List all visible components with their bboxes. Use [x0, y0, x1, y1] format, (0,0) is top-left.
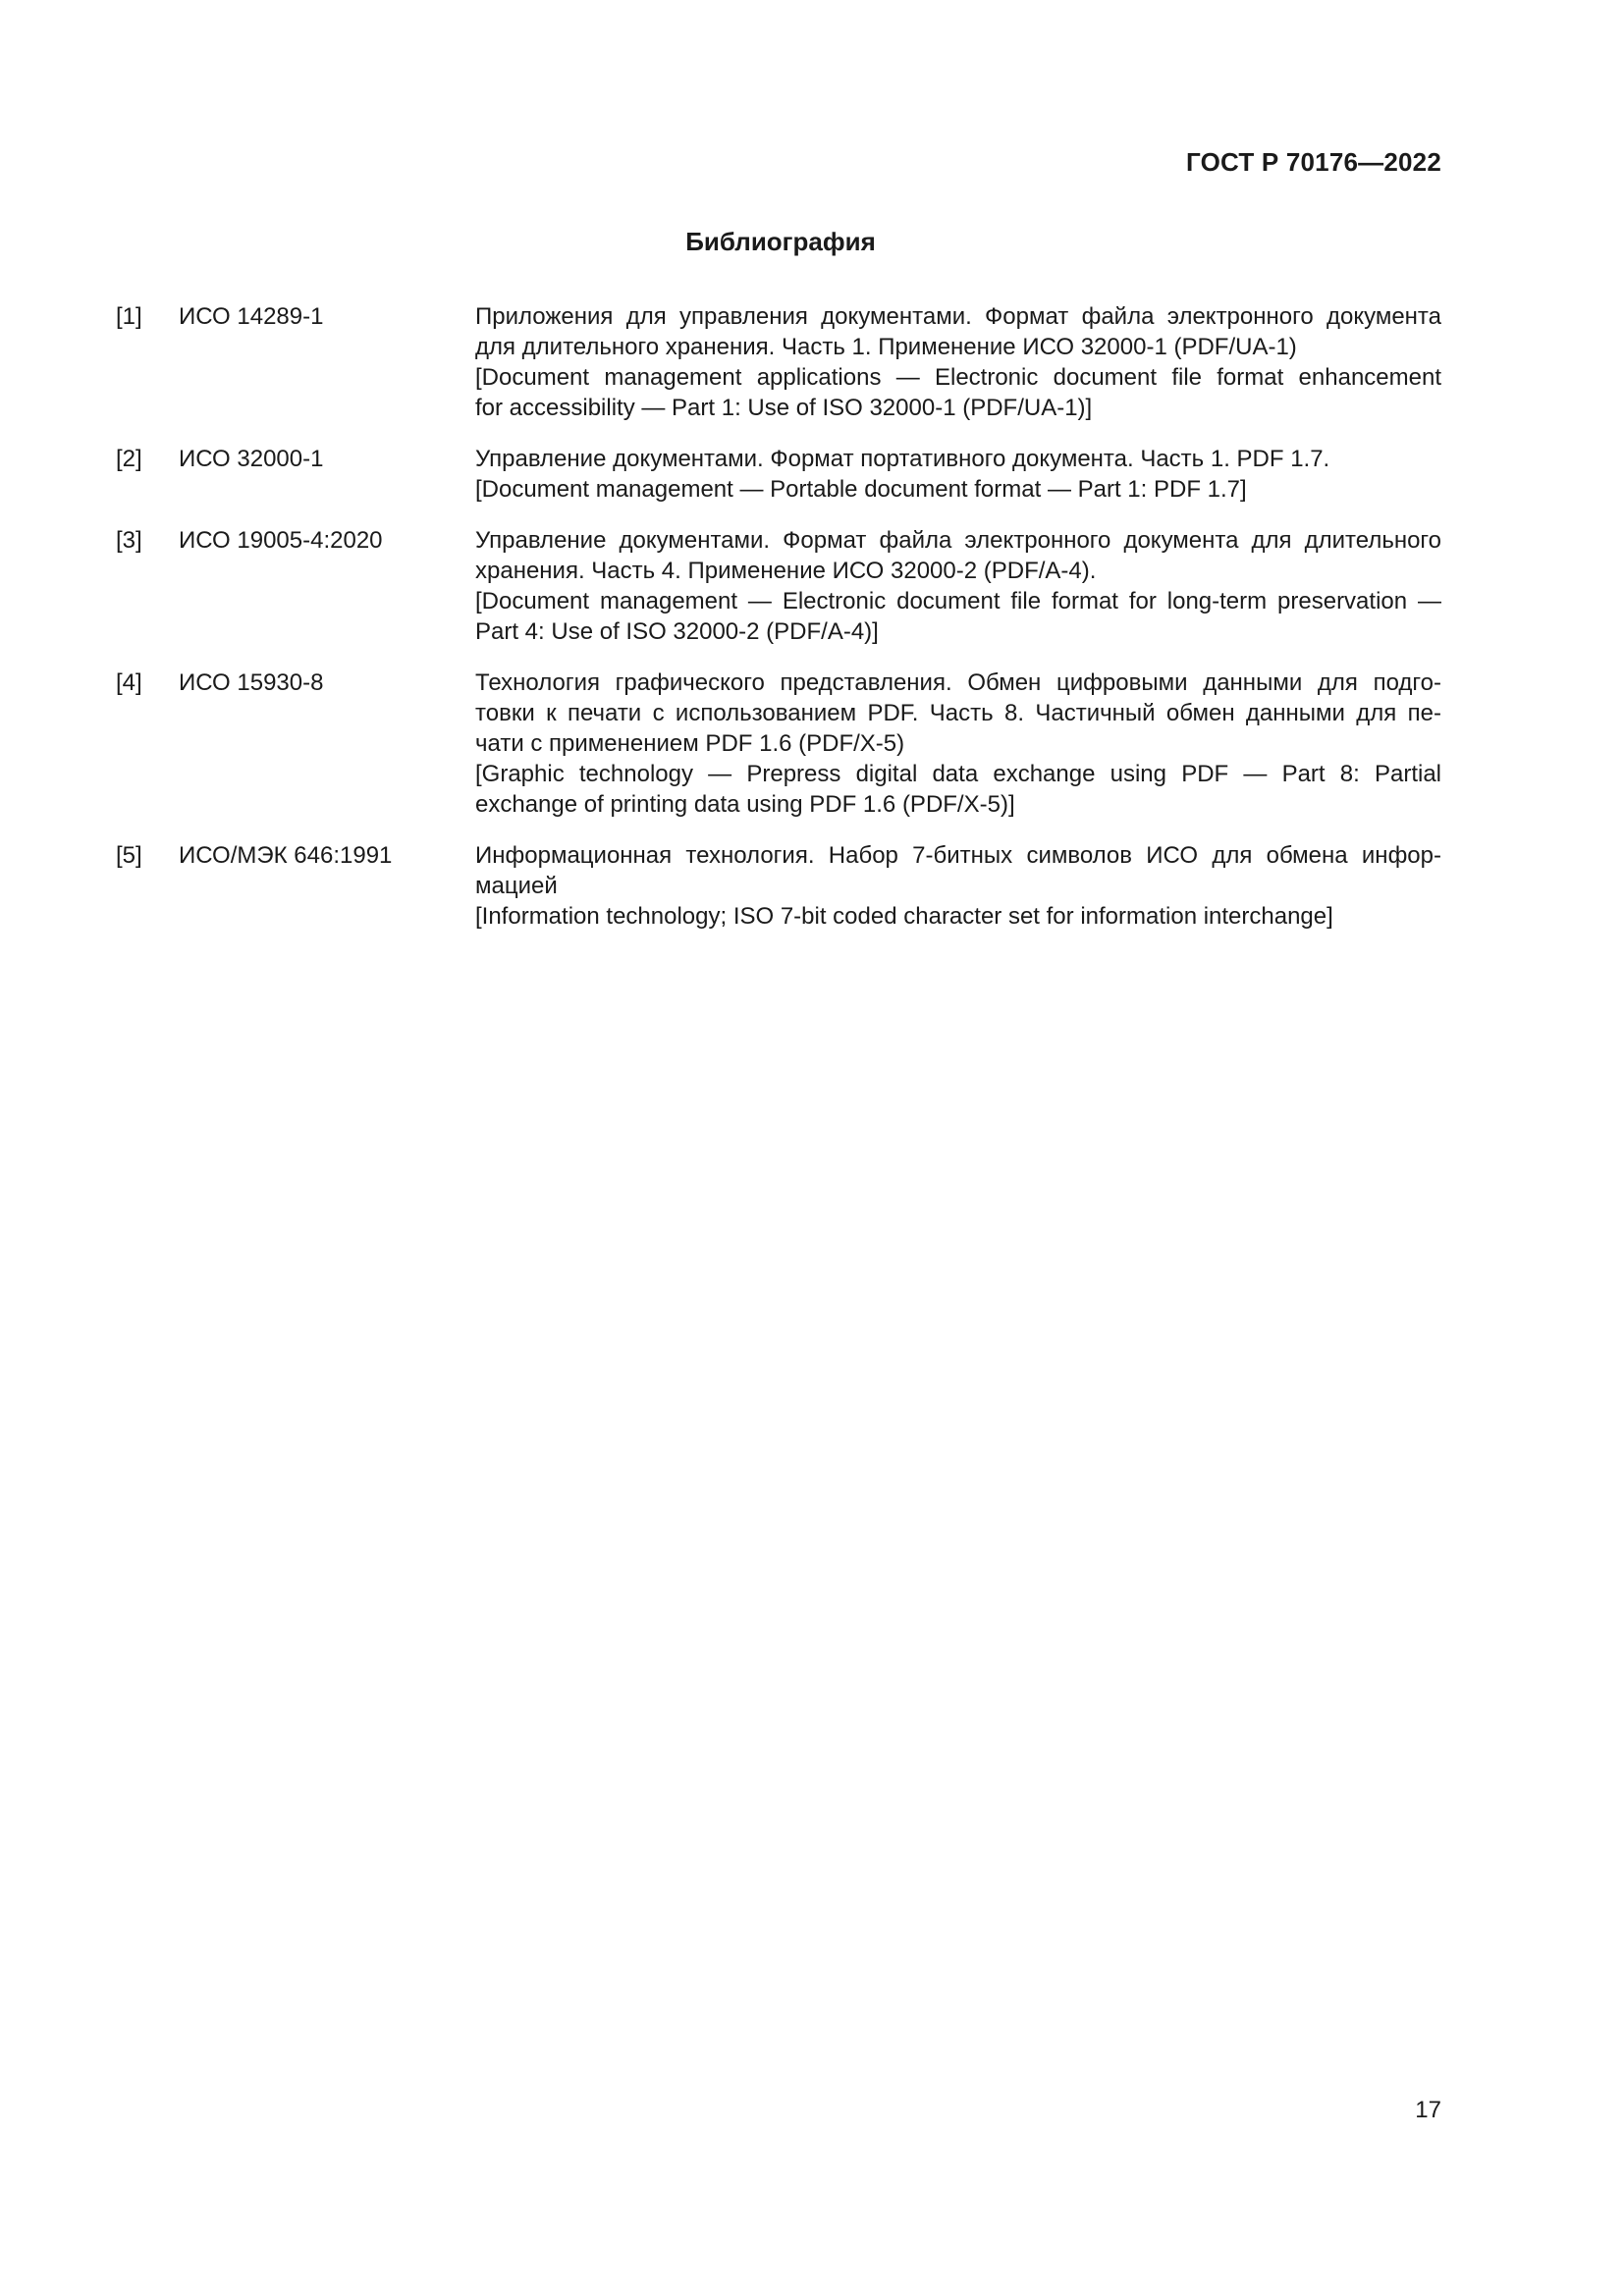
- standard-code: ИСО 19005-4:2020: [179, 527, 383, 554]
- document-number-header: ГОСТ Р 70176—2022: [1186, 147, 1441, 177]
- entry-description: [475, 525, 1441, 647]
- entry-line: Приложения для управления документами. Формат файла электронного документа: [475, 303, 1441, 330]
- entry-line: [Graphic technology — Prepress digital data exchange using PDF — Part 8: Partial: [475, 761, 1441, 787]
- entry-line: Информационная технология. Набор 7-битных символов ИСО для обмена инфор-: [475, 842, 1441, 869]
- entry-line: хранения. Часть 4. Применение ИСО 32000-2 (PDF/A-4).: [475, 558, 1097, 584]
- bibliography-entry: [116, 444, 1441, 505]
- entry-description: [475, 840, 1441, 932]
- entry-line: Part 4: Use of ISO 32000-2 (PDF/A-4)]: [475, 618, 879, 645]
- bibliography-entry: [116, 840, 1441, 932]
- entry-line: Технология графического представления. Обмен цифровыми данными для подго-: [475, 669, 1441, 696]
- bibliography-entry: [116, 525, 1441, 647]
- standard-code: ИСО 14289-1: [179, 303, 324, 330]
- entry-line: для длительного хранения. Часть 1. Применение ИСО 32000-1 (PDF/UA-1): [475, 334, 1297, 360]
- entry-number: [2]: [116, 446, 142, 472]
- entry-line: Управление документами. Формат файла электронного документа для длительного: [475, 527, 1441, 554]
- standard-code: ИСО/МЭК 646:1991: [179, 842, 393, 869]
- entry-description: [475, 444, 1441, 505]
- entry-line: for accessibility — Part 1: Use of ISO 32000-1 (PDF/UA-1)]: [475, 395, 1093, 421]
- entry-number: [4]: [116, 669, 142, 696]
- bibliography-entry: [116, 301, 1441, 423]
- section-title: Библиография: [685, 227, 876, 256]
- entry-description: [475, 667, 1441, 820]
- entry-number: [3]: [116, 527, 142, 554]
- entry-line: мацией: [475, 873, 558, 899]
- bibliography-list: [116, 301, 1441, 952]
- page-number: 17: [1415, 2097, 1441, 2123]
- entry-line: exchange of printing data using PDF 1.6 (PDF/X-5)]: [475, 791, 1015, 818]
- entry-line: Управление документами. Формат портативного документа. Часть 1. PDF 1.7.: [475, 446, 1330, 472]
- bibliography-entry: [116, 667, 1441, 820]
- standard-code: ИСО 32000-1: [179, 446, 324, 472]
- entry-line: [Document management — Electronic document file format for long-term preservation —: [475, 588, 1441, 614]
- entry-line: [Document management — Portable document format — Part 1: PDF 1.7]: [475, 476, 1247, 503]
- entry-number: [5]: [116, 842, 142, 869]
- entry-line: [Document management applications — Electronic document file format enhancement: [475, 364, 1441, 391]
- standard-code: ИСО 15930-8: [179, 669, 324, 696]
- entry-line: чати с применением PDF 1.6 (PDF/X-5): [475, 730, 905, 757]
- entry-number: [1]: [116, 303, 142, 330]
- entry-description: [475, 301, 1441, 423]
- entry-line: [Information technology; ISO 7-bit coded character set for information interchange]: [475, 903, 1333, 930]
- entry-line: товки к печати с использованием PDF. Часть 8. Частичный обмен данными для пе-: [475, 700, 1441, 726]
